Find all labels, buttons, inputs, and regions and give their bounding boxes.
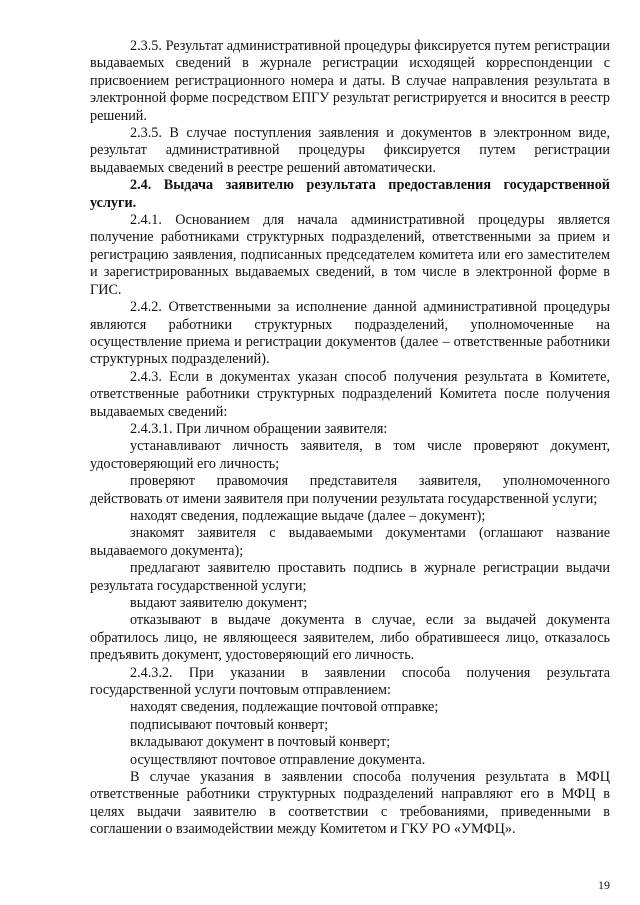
list-item-issue-document: выдают заявителю документ; <box>130 595 308 611</box>
list-item-find-documents: находят сведения, подлежащие выдаче (далее – документ); <box>130 507 486 524</box>
paragraph-2-4-3: 2.4.3. Если в документах указан способ получения результата в Комитете, ответственные работники структурных подразделений Комитета после получения выдаваемых сведений: <box>90 368 610 420</box>
list-item-send-mail: осуществляют почтовое отправление документа. <box>130 751 426 768</box>
list-item-sign-envelope: подписывают почтовый конверт; <box>130 716 329 733</box>
paragraph-2-4-2: 2.4.2. Ответственными за исполнение данной административной процедуры являются работники структурных подразделений, уполномоченные на осуществление приема и регистрации документов (далее – ответственные работники структурных подразделений). <box>90 299 610 368</box>
list-item-acquaint-applicant: знакомят заявителя с выдаваемыми документами (оглашают название выдаваемого документа); <box>90 525 610 559</box>
paragraph-2-3-5-result-registration: 2.3.5. Результат административной процедуры фиксируется путем регистрации выдаваемых сведений в журнале регистрации исходящей корреспонденции с присвоением регистрационного номера и даты. В случае направления результата в электронной форме посредством ЕПГУ результат регистрируется и вносится в реестр решений. <box>90 38 610 124</box>
section-heading-2-4: 2.4. Выдача заявителю результата предоставления государственной услуги. <box>90 177 610 211</box>
page-number: 19 <box>598 878 610 892</box>
list-item-check-authority: проверяют правомочия представителя заявителя, уполномоченного действовать от имени заявителя при получении результата государственной услуги; <box>90 473 610 507</box>
list-item-refuse-issue: отказывают в выдаче документа в случае, если за выдачей документа обратилось лицо, не являющееся заявителем, либо обратившееся лицо, отказалось предъявить документ, удостоверяющий его личность. <box>90 612 610 664</box>
list-item-enclose-document: вкладывают документ в почтовый конверт; <box>130 734 391 751</box>
document-body <box>90 38 610 839</box>
paragraph-2-4-1: 2.4.1. Основанием для начала административной процедуры является получение работниками структурных подразделений, ответственными за прием и регистрацию заявления, подписанных председателем комитета или его заместителем и зарегистрированных выдаваемых сведений, в том числе в электронной форме в ГИС. <box>90 212 610 298</box>
paragraph-2-4-3-1: 2.4.3.1. При личном обращении заявителя: <box>130 420 388 437</box>
list-item-find-postal-documents: находят сведения, подлежащие почтовой отправке; <box>130 699 439 716</box>
list-item-identify-applicant: устанавливают личность заявителя, в том числе проверяют документ, удостоверяющий его личность; <box>90 438 610 472</box>
paragraph-2-3-5-electronic-registration: 2.3.5. В случае поступления заявления и документов в электронном виде, результат административной процедуры фиксируется путем регистрации выдаваемых сведений в реестре решений автоматически. <box>90 125 610 176</box>
list-item-request-signature: предлагают заявителю проставить подпись в журнале регистрации выдачи результата государственной услуги; <box>90 560 610 594</box>
paragraph-mfc-delivery: В случае указания в заявлении способа получения результата в МФЦ ответственные работники структурных подразделений направляют его в МФЦ в целях выдачи заявителю в соответствии с требованиями, приведенными в соглашении о взаимодействии между Комитетом и ГКУ РО «УМФЦ». <box>90 769 610 838</box>
paragraph-2-4-3-2: 2.4.3.2. При указании в заявлении способа получения результата государственной услуги почтовым отправлением: <box>90 664 610 699</box>
